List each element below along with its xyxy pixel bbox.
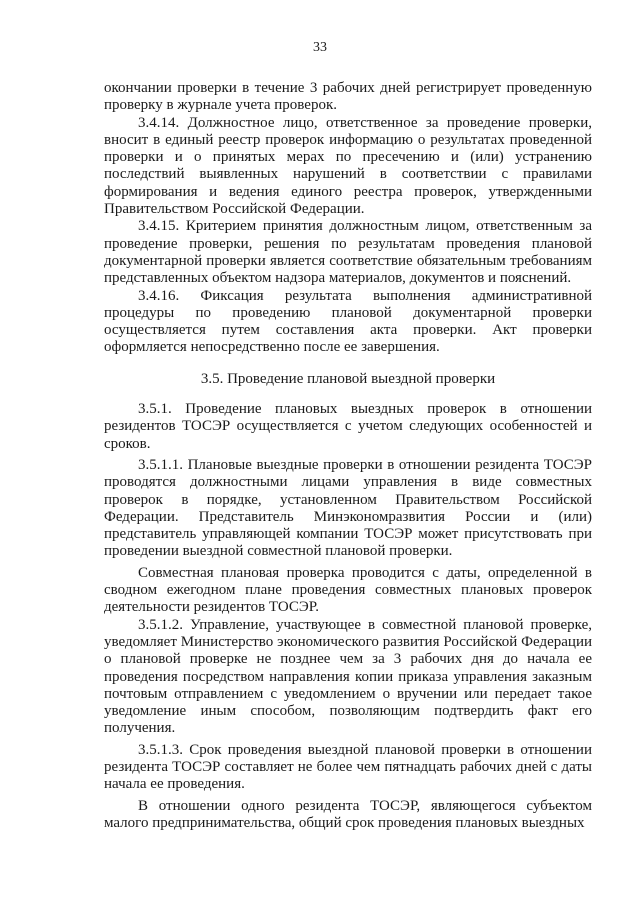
paragraph-continuation: окончании проверки в течение 3 рабочих дней регистрирует проведенную проверку в журнале учета проверок. [104,80,592,114]
paragraph-3-5-1-3: 3.5.1.3. Срок проведения выездной плановой проверки в отношении резидента ТОСЭР составляет не более чем пятнадцать рабочих дней с даты начала ее проведения. [104,741,592,793]
paragraph-joint-inspection: Совместная плановая проверка проводится с даты, определенной в сводном ежегодном плане проведения совместных плановых проверок деятельности резидентов ТОСЭР. [104,564,592,616]
paragraph-3-5-1-2: 3.5.1.2. Управление, участвующее в совместной плановой проверке, уведомляет Министерство экономического развития Российской Федерации о плановой проверке не позднее чем за 3 рабочих дня до начала ее проведения посредством направления копии приказа управления заказным почтовым отправлением с уведомлением о вручении или передает такое уведомление иным способом, позволяющим подтвердить факт его получения. [104,616,592,737]
paragraph-3-5-1: 3.5.1. Проведение плановых выездных проверок в отношении резидентов ТОСЭР осуществляется с учетом следующих особенностей и сроков. [104,401,592,452]
paragraph-small-business: В отношении одного резидента ТОСЭР, являющегося субъектом малого предпринимательства, общий срок проведения плановых выездных [104,797,592,831]
paragraph-3-4-16: 3.4.16. Фиксация результата выполнения административной процедуры по проведению плановой документарной проверки осуществляется путем составления акта проверки. Акт проверки оформляется непосредственно после ее завершения. [104,287,592,356]
paragraph-3-4-15: 3.4.15. Критерием принятия должностным лицом, ответственным за проведение проверки, решения по результатам проведения плановой документарной проверки является соответствие обязательным требованиям представленных объектом надзора материалов, документов и пояснений. [104,218,592,287]
paragraph-3-5-1-1: 3.5.1.1. Плановые выездные проверки в отношении резидента ТОСЭР проводятся должностными лицами управления в виде совместных проверок в порядке, установленном Правительством Российской Федерации. Представитель Минэкономразвития России и (или) представитель управляющей компании ТОСЭР может присутствовать при проведении выездной совместной плановой проверки. [104,456,592,560]
document-body [104,80,592,832]
section-heading-3-5: 3.5. Проведение плановой выездной проверки [200,370,496,387]
page-number: 33 [313,40,327,55]
paragraph-3-4-14: 3.4.14. Должностное лицо, ответственное за проведение проверки, вносит в единый реестр проверок информацию о результатах проведенной проверки и о принятых мерах по пресечению и (или) устранению последствий выявленных нарушений в соответствии с правилами формирования и ведения единого реестра проверок, утвержденными Правительством Российской Федерации. [104,114,592,218]
